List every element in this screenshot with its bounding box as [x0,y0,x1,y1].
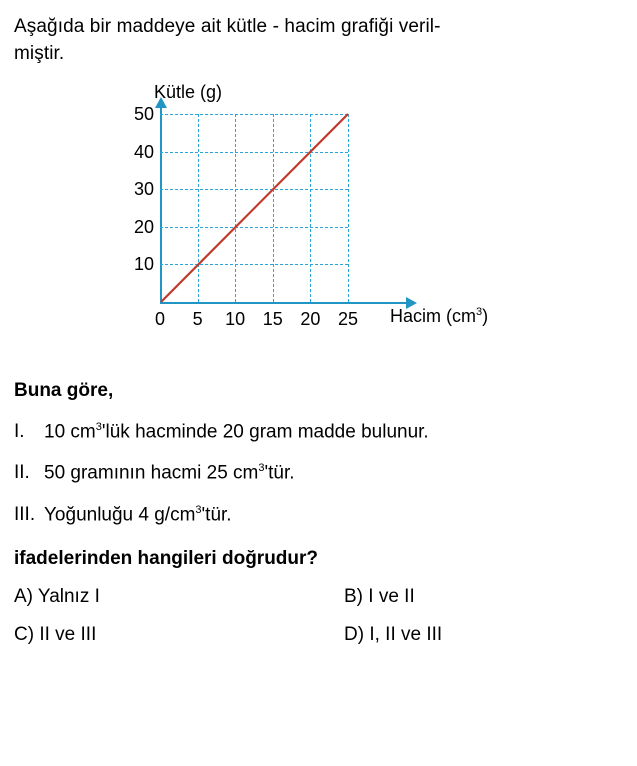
chart-x-tick-label: 20 [300,308,321,329]
chart-y-tick-label: 20 [133,216,154,237]
statement-3-text-after: 'tür. [201,503,232,525]
x-axis-label-text: Hacim (cm [390,305,476,326]
question-text: ifadelerinden hangileri doğrudur? [14,547,319,569]
chart-x-tick-label: 25 [337,308,359,329]
stem-line-1: Aşağıda bir maddeye ait kütle - hacim grafiği veril- [14,16,441,37]
chart-x-tick-label: 0 [154,308,166,329]
statement-1-text-after: 'lük hacminde 20 gram madde bulunur. [101,421,429,443]
chart-y-axis-label: Kütle (g) [154,81,223,102]
statement-2-text-before: 50 gramının hacmi 25 cm [44,462,259,484]
chart-x-tick-label: 5 [192,308,203,329]
chart-y-axis-arrow-icon [155,97,167,108]
statement-1-superscript: 3 [95,420,102,433]
statement-2-number: II. [14,462,30,484]
statement-1-text-before: 10 cm [44,421,96,443]
prompt-buna-gore: Buna göre, [14,379,114,401]
answer-option-d[interactable]: D) I, II ve III [344,623,443,645]
chart-x-axis-label [390,306,488,327]
answer-option-a[interactable]: A) Yalnız I [14,585,100,607]
statement-1 [14,421,621,443]
statement-2-text-after: 'tür. [264,462,295,484]
chart-x-axis-arrow-icon [406,297,417,309]
statement-3-superscript: 3 [195,503,202,516]
chart-y-tick-label: 10 [133,254,154,275]
x-axis-label-tail: ) [482,305,489,326]
statement-1-number: I. [14,420,25,442]
chart-y-tick-label: 50 [133,103,154,124]
statement-2 [14,462,621,484]
statement-3-number: III. [14,503,36,525]
chart-x-tick-label: 10 [225,308,246,329]
statement-2-text [44,462,295,484]
question-stem [14,14,621,68]
answer-option-b[interactable]: B) I ve II [344,585,415,607]
mass-volume-chart [14,78,621,378]
answer-options-row-1 [14,586,621,608]
chart-data-line [160,114,360,304]
stem-line-2: miştir. [14,42,65,64]
answer-option-c[interactable]: C) II ve III [14,623,97,645]
statement-3-text [44,504,232,526]
chart-y-tick-label: 30 [133,179,154,200]
statement-3-text-before: Yoğunluğu 4 g/cm [44,503,196,525]
chart-plot [133,103,360,329]
answer-options-row-2 [14,624,621,646]
chart-y-tick-label: 40 [133,141,154,162]
answer-options [14,586,621,646]
chart-area [133,78,556,378]
statement-2-superscript: 3 [258,462,265,475]
statement-3 [14,504,621,526]
chart-x-tick-label: 15 [262,308,283,329]
x-axis-label-superscript: 3 [476,305,483,318]
statement-1-text [44,421,429,443]
